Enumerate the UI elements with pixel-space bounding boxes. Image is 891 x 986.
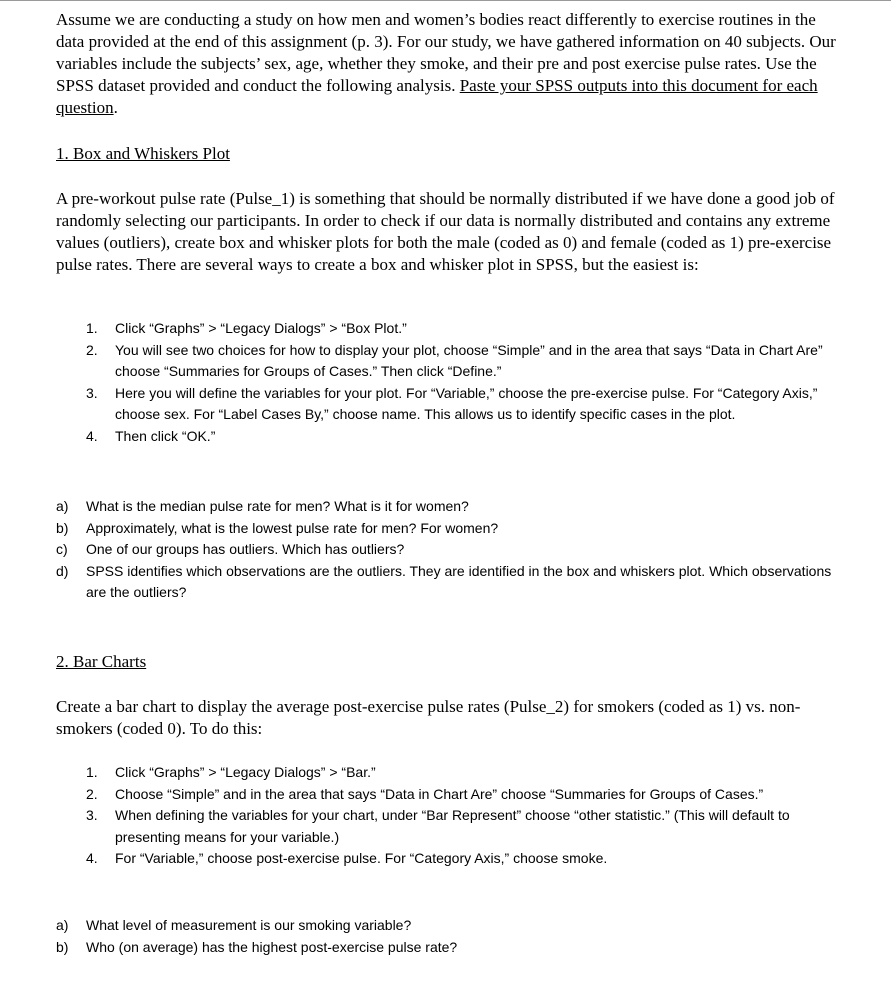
section1-questions bbox=[56, 496, 836, 604]
intro-text: Assume we are conducting a study on how men and women’s bodies react differently to exercise routines in the data provided at the end of this assignment (p. 3). For our study, we have gathered information on 40 subjects. Our variables include the subjects’ sex, age, whether they smoke, and their pre and post exercise pulse rates. Use the SPSS dataset provided and conduct the following analysis. bbox=[56, 10, 836, 95]
top-border-line bbox=[0, 0, 891, 1]
step-item: 4. For “Variable,” choose post-exercise pulse. For “Category Axis,” choose smoke. bbox=[86, 850, 608, 866]
step-item: 1. Click “Graphs” > “Legacy Dialogs” > “Bar.” bbox=[86, 764, 376, 780]
question-item: d) SPSS identifies which observations are the outliers. They are identified in the box and whiskers plot. Which observations are the outliers? bbox=[56, 562, 832, 600]
step-item: 2. Choose “Simple” and in the area that says “Data in Chart Are” choose “Summaries for Groups of Cases.” bbox=[86, 785, 764, 802]
question-item: b) Who (on average) has the highest post-exercise pulse rate? bbox=[56, 938, 458, 955]
step-item: 3. When defining the variables for your chart, under “Bar Represent” choose “other statistic.” (This will default to presenting means for your variable.) bbox=[86, 807, 790, 845]
question-item: a) What is the median pulse rate for men? What is it for women? bbox=[56, 498, 469, 514]
intro-paragraph bbox=[56, 9, 846, 119]
question-item: c) One of our groups has outliers. Which has outliers? bbox=[56, 541, 405, 557]
section2-heading: 2. Bar Charts bbox=[56, 652, 147, 671]
section1-heading: 1. Box and Whiskers Plot bbox=[56, 144, 230, 163]
section1-paragraph: A pre-workout pulse rate (Pulse_1) is something that should be normally distributed if we have done a good job of randomly selecting our participants. In order to check if our data is normally distributed and contains any extreme values (outliers), create box and whisker plots for both the male (coded as 0) and female (coded as 1) pre-exercise pulse rates. There are several ways to create a box and whisker plot in SPSS, but the easiest is: bbox=[56, 189, 835, 274]
step-item: 2. You will see two choices for how to display your plot, choose “Simple” and in the area that says “Data in Chart Are” choose “Summaries for Groups of Cases.” Then click “Define.” bbox=[86, 341, 823, 379]
section2-paragraph: Create a bar chart to display the average post-exercise pulse rates (Pulse_2) for smokers (coded as 1) vs. non-smokers (coded 0). To do this: bbox=[56, 697, 801, 738]
question-item: a) What level of measurement is our smoking variable? bbox=[56, 917, 412, 933]
step-item: 1. Click “Graphs” > “Legacy Dialogs” > “Box Plot.” bbox=[86, 320, 407, 336]
section2-questions bbox=[56, 915, 836, 958]
step-item: 4. Then click “OK.” bbox=[86, 427, 216, 444]
intro-underlined-instruction: Paste your SPSS outputs into this document for each question bbox=[56, 76, 818, 117]
intro-end-punct: . bbox=[113, 98, 118, 117]
question-item: b) Approximately, what is the lowest pulse rate for men? For women? bbox=[56, 519, 499, 536]
section2-steps bbox=[56, 762, 836, 870]
section1-steps bbox=[56, 318, 836, 447]
step-item: 3. Here you will define the variables for your plot. For “Variable,” choose the pre-exercise pulse. For “Category Axis,” choose sex. For “Label Cases By,” choose name. This allows us to identify specific cases in the plot. bbox=[86, 384, 818, 422]
